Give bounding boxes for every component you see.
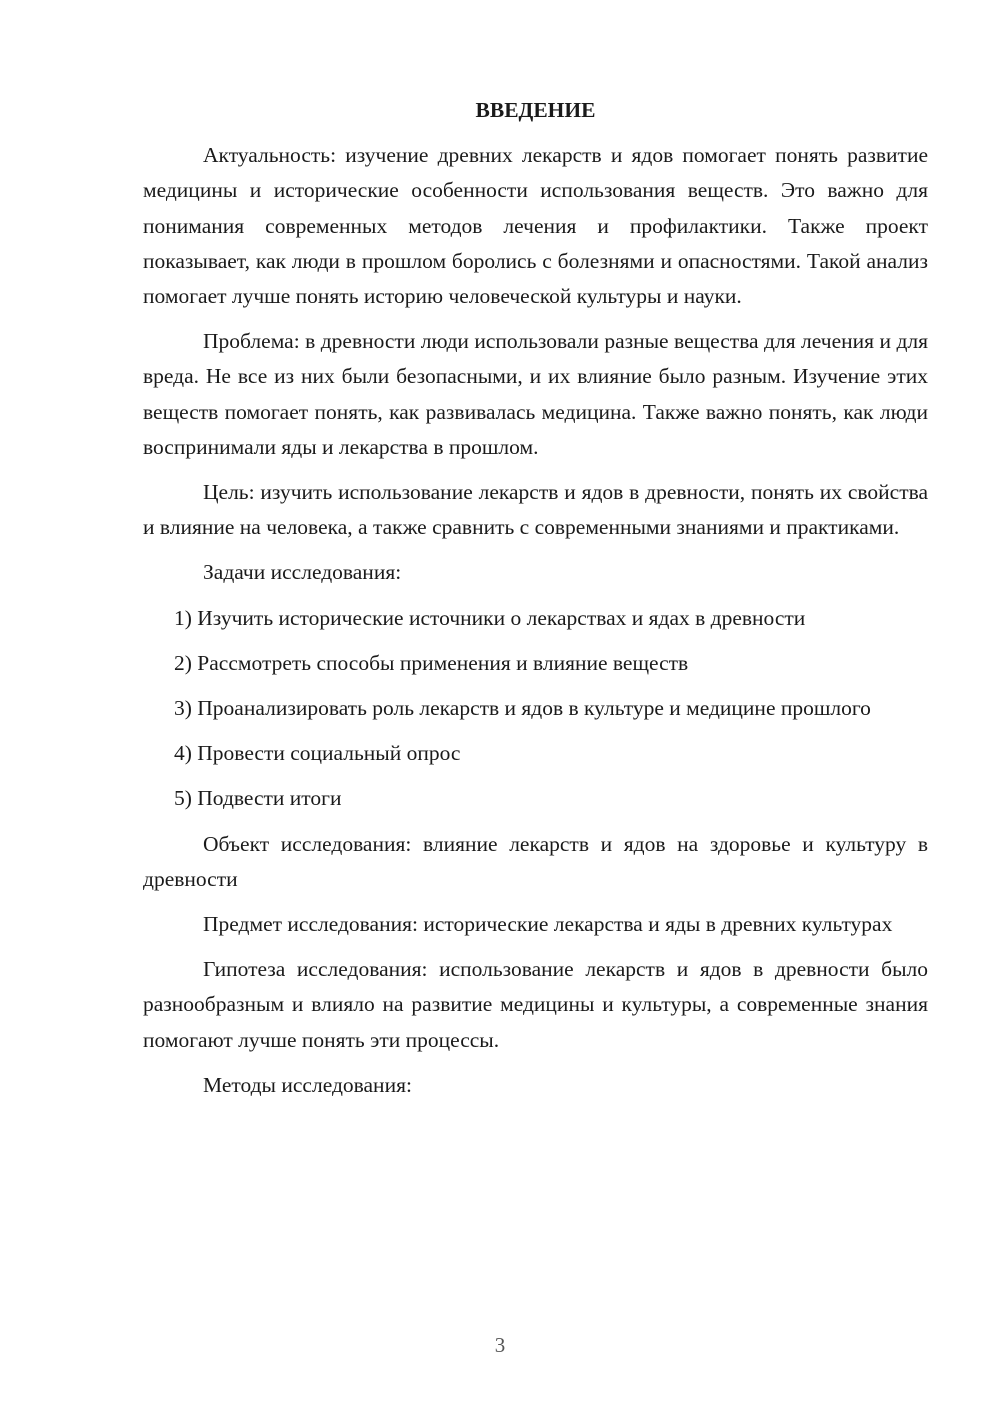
page-number: 3 xyxy=(494,1333,506,1357)
page-title: ВВЕДЕНИЕ xyxy=(475,98,596,122)
task-item: 4) Провести социальный опрос xyxy=(174,741,461,766)
hypothesis-paragraph: Гипотеза исследования: использование лекарств и ядов в древности было разнообразным и влияло на развитие медицины и культуры, а современные знания помогают лучше понять эти процессы. xyxy=(143,957,928,1052)
task-item: 3) Проанализировать роль лекарств и ядов в культуре и медицине прошлого xyxy=(174,696,871,721)
goal-paragraph: Цель: изучить использование лекарств и ядов в древности, понять их свойства и влияние на человека, а также сравнить с современными знаниями и практиками. xyxy=(143,480,928,540)
object-paragraph: Объект исследования: влияние лекарств и ядов на здоровье и культуру в древности xyxy=(143,831,928,891)
methods-heading: Методы исследования: xyxy=(203,1072,412,1097)
tasks-heading: Задачи исследования: xyxy=(203,560,402,585)
task-item: 1) Изучить исторические источники о лекарствах и ядах в древности xyxy=(174,605,806,630)
task-item: 2) Рассмотреть способы применения и влияние веществ xyxy=(174,650,689,675)
relevance-paragraph: Актуальность: изучение древних лекарств и ядов помогает понять развитие медицины и исторические особенности использования веществ. Это важно для понимания современных методов лечения и профилактики. Также проект показывает, как люди в прошлом боролись с болезнями и опасностями. Такой анализ помогает лучше понять историю человеческой культуры и науки. xyxy=(143,143,928,309)
problem-paragraph: Проблема: в древности люди использовали разные вещества для лечения и для вреда. Не все из них были безопасными, и их влияние было разным. Изучение этих веществ помогает понять, как развивалась медицина. Также важно понять, как люди воспринимали яды и лекарства в прошлом. xyxy=(143,329,928,459)
document-body xyxy=(143,93,928,1113)
subject-paragraph: Предмет исследования: исторические лекарства и яды в древних культурах xyxy=(203,912,893,937)
task-item: 5) Подвести итоги xyxy=(174,786,342,811)
